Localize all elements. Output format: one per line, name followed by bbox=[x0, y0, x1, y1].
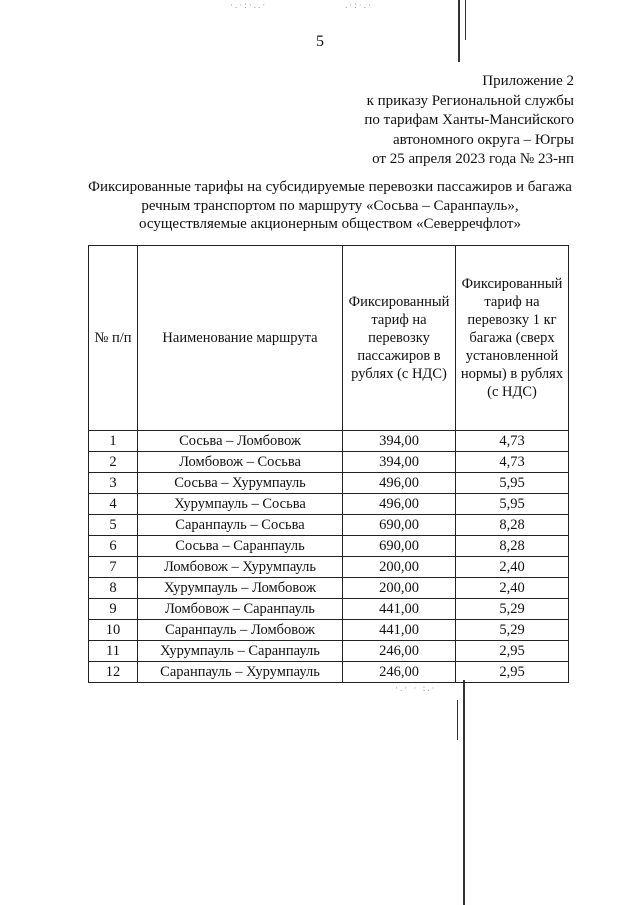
row-number: 8 bbox=[89, 578, 138, 599]
row-baggage-tariff: 5,95 bbox=[456, 473, 569, 494]
table-row bbox=[89, 452, 569, 473]
row-route: Сосьва – Саранпауль bbox=[138, 536, 343, 557]
row-number: 5 bbox=[89, 515, 138, 536]
header-passenger-tariff: Фиксированный тариф на перевозку пассажиров в рублях (с НДС) bbox=[343, 246, 456, 431]
title-line: речным транспортом по маршруту «Сосьва – Саранпауль», bbox=[141, 197, 519, 214]
row-passenger-tariff: 690,00 bbox=[343, 515, 456, 536]
row-passenger-tariff: 394,00 bbox=[343, 452, 456, 473]
row-route: Ломбовож – Сосьва bbox=[138, 452, 343, 473]
row-passenger-tariff: 441,00 bbox=[343, 599, 456, 620]
row-number: 3 bbox=[89, 473, 138, 494]
scan-line-bottom-2 bbox=[457, 700, 458, 740]
table-row bbox=[89, 599, 569, 620]
row-number: 7 bbox=[89, 557, 138, 578]
row-baggage-tariff: 8,28 bbox=[456, 515, 569, 536]
row-passenger-tariff: 496,00 bbox=[343, 473, 456, 494]
table-row bbox=[89, 578, 569, 599]
row-number: 9 bbox=[89, 599, 138, 620]
row-passenger-tariff: 690,00 bbox=[343, 536, 456, 557]
row-route: Ломбовож – Хурумпауль bbox=[138, 557, 343, 578]
scan-line-bottom bbox=[463, 680, 465, 905]
table-header-row bbox=[89, 246, 569, 431]
appendix-line: автономного округа – Югры bbox=[392, 131, 574, 148]
row-number: 2 bbox=[89, 452, 138, 473]
row-route: Саранпауль – Хурумпауль bbox=[138, 662, 343, 683]
row-number: 10 bbox=[89, 620, 138, 641]
row-baggage-tariff: 2,40 bbox=[456, 578, 569, 599]
row-passenger-tariff: 496,00 bbox=[343, 494, 456, 515]
row-passenger-tariff: 246,00 bbox=[343, 641, 456, 662]
row-route: Саранпауль – Ломбовож bbox=[138, 620, 343, 641]
row-route: Сосьва – Ломбовож bbox=[138, 431, 343, 452]
row-number: 12 bbox=[89, 662, 138, 683]
row-number: 1 bbox=[89, 431, 138, 452]
appendix-reference bbox=[364, 72, 574, 170]
table-row bbox=[89, 557, 569, 578]
scan-line-top bbox=[458, 0, 460, 62]
table-row bbox=[89, 494, 569, 515]
row-passenger-tariff: 441,00 bbox=[343, 620, 456, 641]
tariff-table bbox=[88, 245, 569, 683]
row-passenger-tariff: 200,00 bbox=[343, 557, 456, 578]
row-route: Хурумпауль – Сосьва bbox=[138, 494, 343, 515]
row-baggage-tariff: 2,95 bbox=[456, 662, 569, 683]
appendix-line: Приложение 2 bbox=[482, 73, 574, 89]
table-row bbox=[89, 431, 569, 452]
appendix-line: к приказу Региональной службы bbox=[366, 92, 574, 109]
table-row bbox=[89, 641, 569, 662]
table-row bbox=[89, 515, 569, 536]
row-route: Саранпауль – Сосьва bbox=[138, 515, 343, 536]
page-number: 5 bbox=[316, 33, 324, 50]
header-route: Наименование маршрута bbox=[138, 246, 343, 431]
row-route: Хурумпауль – Саранпауль bbox=[138, 641, 343, 662]
table-row bbox=[89, 473, 569, 494]
title-line: Фиксированные тарифы на субсидируемые перевозки пассажиров и багажа bbox=[88, 179, 572, 195]
table-row bbox=[89, 662, 569, 683]
appendix-line: от 25 апреля 2023 года № 23-нп bbox=[372, 151, 574, 167]
appendix-line: по тарифам Ханты-Мансийского bbox=[364, 112, 574, 128]
row-route: Ломбовож – Саранпауль bbox=[138, 599, 343, 620]
row-baggage-tariff: 4,73 bbox=[456, 431, 569, 452]
row-route: Хурумпауль – Ломбовож bbox=[138, 578, 343, 599]
row-passenger-tariff: 394,00 bbox=[343, 431, 456, 452]
scan-speck: .·:·.· bbox=[345, 0, 373, 10]
header-number: № п/п bbox=[89, 246, 138, 431]
row-route: Сосьва – Хурумпауль bbox=[138, 473, 343, 494]
row-baggage-tariff: 5,95 bbox=[456, 494, 569, 515]
document-title bbox=[60, 178, 600, 234]
row-baggage-tariff: 5,29 bbox=[456, 620, 569, 641]
table-row bbox=[89, 620, 569, 641]
row-baggage-tariff: 2,95 bbox=[456, 641, 569, 662]
row-baggage-tariff: 2,40 bbox=[456, 557, 569, 578]
row-number: 6 bbox=[89, 536, 138, 557]
row-baggage-tariff: 8,28 bbox=[456, 536, 569, 557]
scan-speck: ·.· · :.· bbox=[395, 683, 437, 693]
table-row bbox=[89, 536, 569, 557]
row-number: 11 bbox=[89, 641, 138, 662]
row-baggage-tariff: 5,29 bbox=[456, 599, 569, 620]
row-number: 4 bbox=[89, 494, 138, 515]
row-passenger-tariff: 200,00 bbox=[343, 578, 456, 599]
header-baggage-tariff: Фиксированный тариф на перевозку 1 кг багажа (сверх установленной нормы) в рублях (с НДС) bbox=[456, 246, 569, 431]
title-line: осуществляемые акционерным обществом «Северречфлот» bbox=[139, 216, 521, 232]
row-baggage-tariff: 4,73 bbox=[456, 452, 569, 473]
row-passenger-tariff: 246,00 bbox=[343, 662, 456, 683]
scan-speck: ·.·:·..· bbox=[230, 0, 268, 10]
